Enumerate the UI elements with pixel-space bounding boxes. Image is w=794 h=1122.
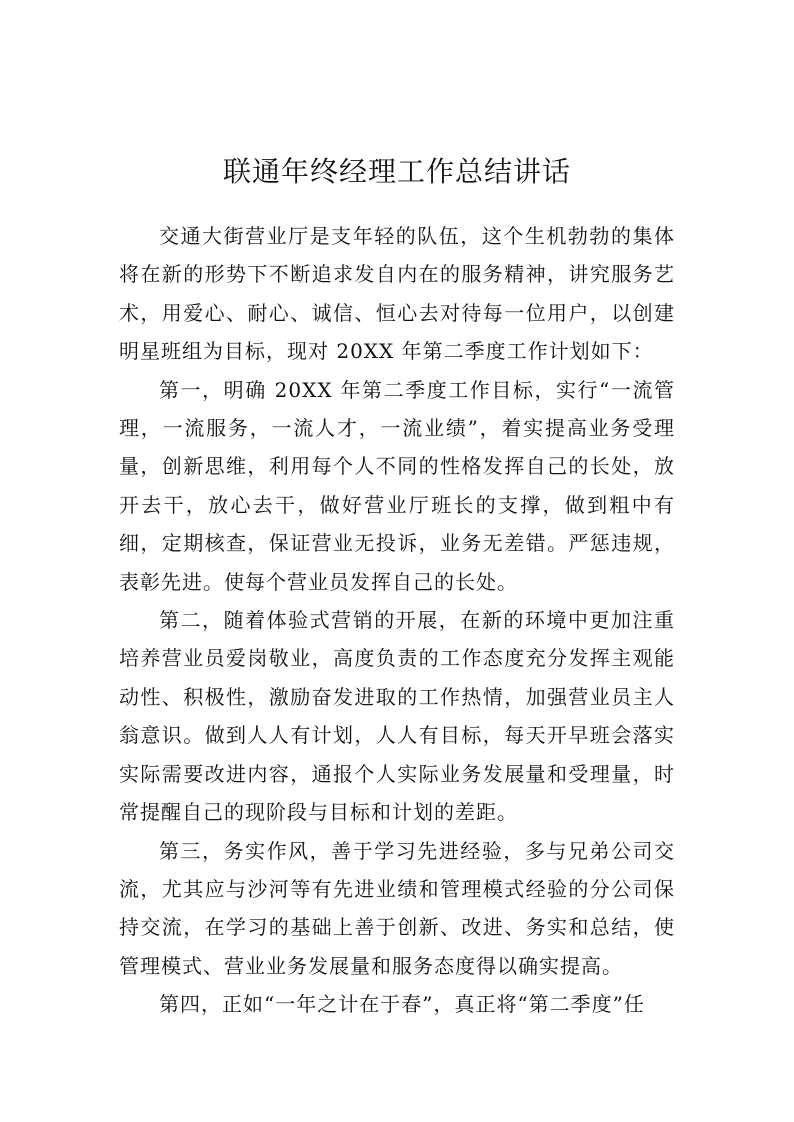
document-title: 联通年终经理工作总结讲话 [222, 154, 571, 188]
paragraph-first: 第一，明确 20XX 年第二季度工作目标，实行“一流管理，一流服务，一流人才，一流业绩”，着实提高业务受理量，创新思维，利用每个人不同的性格发挥自己的长处，放开去干，放心去干，做好营业厅班长的支撑，做到粗中有细，定期核查，保证营业无投诉，业务无差错。严惩违规，表彰先进。使每个营业员发挥自己的长处。 [119, 377, 675, 594]
paragraph-second: 第二，随着体验式营销的开展，在新的环境中更加注重培养营业员爱岗敬业，高度负责的工作态度充分发挥主观能动性、积极性，激励奋发进取的工作热情，加强营业员主人翁意识。做到人人有计划，人人有目标，每天开早班会落实实际需要改进内容，通报个人实际业务发展量和受理量，时常提醒自己的现阶段与目标和计划的差距。 [119, 608, 675, 825]
paragraph-intro: 交通大街营业厅是支年轻的队伍，这个生机勃勃的集体将在新的形势下不断追求发自内在的服务精神，讲究服务艺术，用爱心、耐心、诚信、恒心去对待每一位用户，以创建明星班组为目标，现对 20XX 年第二季度工作计划如下： [119, 224, 675, 364]
paragraph-fourth: 第四，正如“一年之计在于春”，真正将“第二季度”任 [159, 992, 645, 1017]
document-body [119, 217, 675, 1024]
paragraph-third: 第三，务实作风，善于学习先进经验，多与兄弟公司交流，尤其应与沙河等有先进业绩和管理模式经验的分公司保持交流，在学习的基础上善于创新、改进、务实和总结，使管理模式、营业业务发展量和服务态度得以确实提高。 [119, 838, 675, 978]
